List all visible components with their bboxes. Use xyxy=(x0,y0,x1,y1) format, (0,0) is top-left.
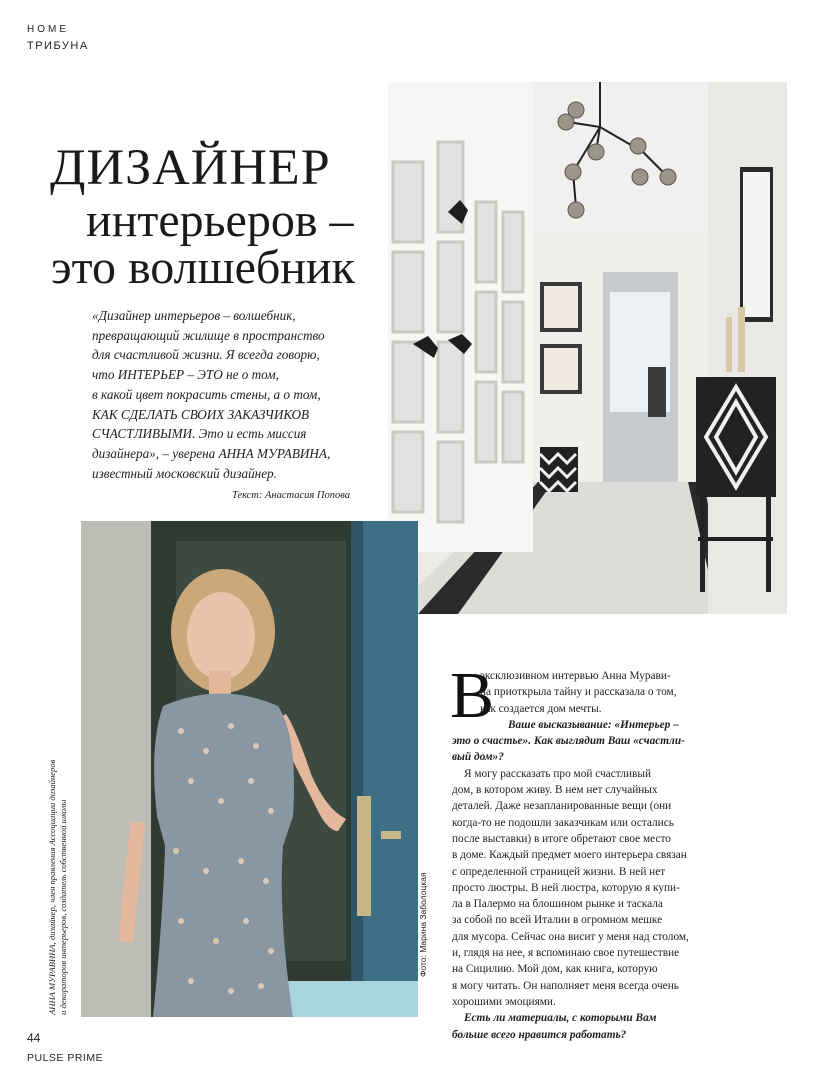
lead-paragraph xyxy=(92,306,382,483)
page-number: 44 xyxy=(27,1031,41,1045)
article-line: и, глядя на нее, я вспоминаю свое путешествие xyxy=(452,947,680,960)
article-line: ла в Палермо на блошином рынке и таскала xyxy=(452,898,663,911)
article-line: для мусора. Сейчас она висит у меня над столом, xyxy=(452,930,689,943)
caption-line: и декораторов интерьеров, создатель собственной школы xyxy=(57,799,68,1015)
headline-line-1: ДИЗАЙНЕР xyxy=(50,140,331,196)
article-line: на приоткрыла тайну и рассказала о том, xyxy=(480,686,677,699)
section-label: HOME xyxy=(27,24,69,35)
interview-question-line: вый дом»? xyxy=(452,751,504,764)
lead-line: что ИНТЕРЬЕР – ЭТО не о том, xyxy=(92,367,279,383)
lead-line: превращающий жилище в пространство xyxy=(92,327,325,343)
article-line: я могу читать. Он наполняет меня всегда очень xyxy=(452,979,679,992)
article-line: как создается дом мечты. xyxy=(480,702,602,715)
article-line: когда-то не подошли заказчикам или остались xyxy=(452,816,674,829)
article-line: эксклюзивном интервью Анна Мурави- xyxy=(480,670,671,682)
text-credit: Текст: Анастасия Попова xyxy=(232,490,350,501)
article-line: с определенной страницей жизни. В ней нет xyxy=(452,865,666,878)
lead-line: КАК СДЕЛАТЬ СВОИХ ЗАКАЗЧИКОВ xyxy=(92,406,310,422)
lead-line: дизайнера», – уверена АННА МУРАВИНА, xyxy=(92,445,331,461)
article-body xyxy=(450,659,727,1043)
hallway-photo xyxy=(388,82,787,614)
interview-question-line: это о счастье». Как выглядит Ваш «счастли- xyxy=(452,735,685,748)
designer-portrait-photo xyxy=(81,521,418,1017)
article-line: хорошими эмоциями. xyxy=(452,995,556,1008)
article-line: просто люстры. В ней люстра, которую я купи- xyxy=(452,881,680,894)
headline-line-2: интерьеров – xyxy=(86,194,354,247)
photo-caption xyxy=(47,705,68,1015)
article-line: Я могу рассказать про мой счастливый xyxy=(464,767,652,780)
article-line: в доме. Каждый предмет моего интерьера связан xyxy=(452,849,687,862)
subsection-label: ТРИБУНА xyxy=(27,40,89,52)
lead-line: в какой цвет покрасить стены, а о том, xyxy=(92,386,321,402)
article-line: на Сицилию. Мой дом, как книга, которую xyxy=(452,963,658,976)
caption-line: АННА МУРАВИНА, дизайнер, член правления Ассоциации дизайнеров xyxy=(47,759,57,1015)
lead-line: для счастливой жизни. Я всегда говорю, xyxy=(92,347,320,363)
lead-line: известный московский дизайнер. xyxy=(92,465,277,481)
photo-credit: Фото: Марина Заболоцкая xyxy=(418,872,428,977)
interview-question-line: больше всего нравится работать? xyxy=(452,1028,627,1041)
magazine-name: PULSE PRIME xyxy=(27,1052,104,1064)
lead-line: СЧАСТЛИВЫМИ. Это и есть миссия xyxy=(92,426,307,442)
article-line: после выставки) в итоге обретают свое место xyxy=(452,832,671,845)
interview-question-line: Есть ли материалы, с которыми Вам xyxy=(464,1012,657,1025)
headline-line-3: это волшебник xyxy=(51,241,355,294)
article-line: дом, в котором живу. В нем нет случайных xyxy=(452,784,658,797)
drop-cap: В xyxy=(450,659,495,732)
article-line: за собой по всей Италии в огромном мешке xyxy=(452,914,663,927)
interview-question-line: Ваше высказывание: «Интерьер – xyxy=(508,718,679,731)
lead-line: «Дизайнер интерьеров – волшебник, xyxy=(92,308,296,323)
article-line: деталей. Даже незапланированные вещи (они xyxy=(452,800,672,813)
